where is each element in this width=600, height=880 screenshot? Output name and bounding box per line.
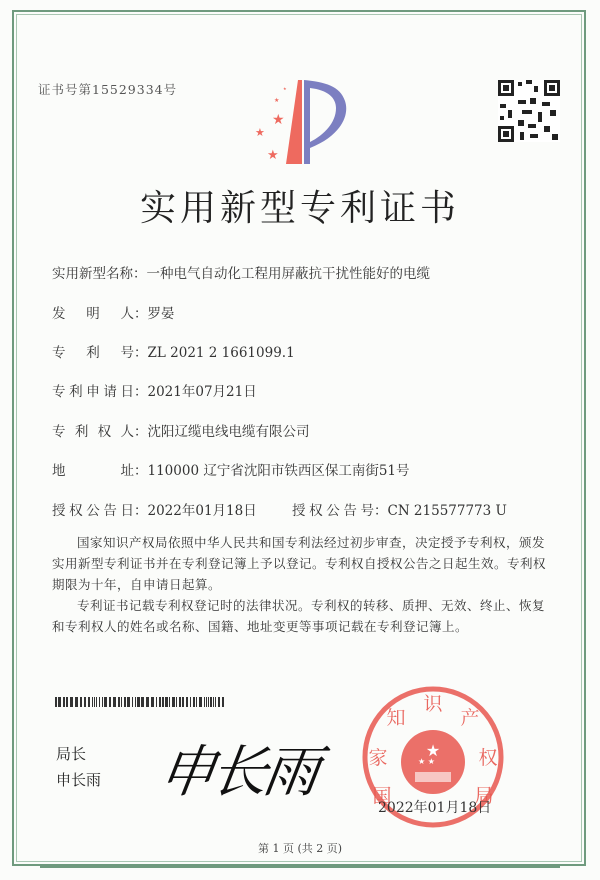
svg-text:局: 局 bbox=[474, 785, 494, 807]
cnipa-logo bbox=[250, 76, 350, 166]
svg-text:★ ★: ★ ★ bbox=[418, 757, 435, 766]
svg-text:★: ★ bbox=[255, 126, 265, 139]
field-label: 专利申请日 bbox=[52, 384, 134, 400]
svg-text:★: ★ bbox=[267, 148, 279, 163]
issue-date: 2022年01月18日 bbox=[378, 800, 492, 816]
signatory-name: 申长雨 bbox=[56, 771, 102, 789]
field-value: 110000 辽宁省沈阳市铁西区保工南街51号 bbox=[147, 463, 410, 479]
svg-text:国: 国 bbox=[372, 785, 392, 807]
qr-code bbox=[498, 80, 560, 142]
page-title: 实用新型专利证书 bbox=[139, 188, 460, 229]
field-patentee: 专利权人：沈阳辽缆电线电缆有限公司 bbox=[52, 420, 310, 440]
field-utility-model-name: 实用新型名称：一种电气自动化工程用屏蔽抗干扰性能好的电缆 bbox=[52, 266, 430, 282]
field-patent-number: 专利号：ZL 2021 2 1661099.1 bbox=[52, 341, 295, 361]
page-indicator: 第 1 页 (共 2 页) bbox=[257, 842, 343, 855]
field-value: 2021年07月21日 bbox=[147, 384, 257, 400]
field-value: 2022年01月18日 bbox=[147, 503, 257, 519]
field-label: 授权公告日 bbox=[52, 503, 134, 519]
certificate-number: 证书号第15529334号 bbox=[38, 82, 178, 97]
field-value: 一种电气自动化工程用屏蔽抗干扰性能好的电缆 bbox=[146, 266, 430, 282]
field-label: 专利号 bbox=[52, 345, 134, 361]
svg-text:★: ★ bbox=[274, 97, 280, 104]
field-inventor: 发明人：罗晏 bbox=[52, 302, 175, 322]
field-value: 罗晏 bbox=[147, 306, 175, 322]
signature: 申长雨 bbox=[154, 740, 320, 805]
svg-text:★: ★ bbox=[425, 741, 441, 760]
svg-text:★: ★ bbox=[272, 112, 285, 128]
svg-text:产: 产 bbox=[460, 707, 480, 729]
bottom-border-line bbox=[40, 865, 560, 868]
field-label: 授权公告号 bbox=[292, 503, 374, 519]
svg-text:家: 家 bbox=[368, 747, 388, 769]
field-grant-date: 授权公告日：2022年01月18日 bbox=[52, 499, 257, 519]
field-address: 地址：110000 辽宁省沈阳市铁西区保工南街51号 bbox=[52, 459, 410, 479]
certificate-text bbox=[52, 532, 552, 637]
field-application-date: 专利申请日：2021年07月21日 bbox=[52, 380, 257, 400]
field-value: 沈阳辽缆电线电缆有限公司 bbox=[147, 424, 310, 440]
field-announcement-number: 授权公告号：CN 215577773 U bbox=[292, 499, 507, 519]
paragraph: 国家知识产权局依照中华人民共和国专利法经过初步审查，决定授予专利权，颁发实用新型专利证书并在专利登记簿上予以登记。专利权自授权公告之日起生效。专利权期限为十年，自申请日起算。 bbox=[52, 535, 547, 592]
svg-text:权: 权 bbox=[478, 747, 498, 769]
svg-text:★: ★ bbox=[283, 86, 287, 91]
signatory-title: 局长 bbox=[56, 745, 87, 763]
field-label: 地址 bbox=[52, 463, 134, 479]
field-label: 发明人 bbox=[52, 306, 134, 322]
svg-text:识: 识 bbox=[423, 693, 443, 715]
field-label: 实用新型名称 bbox=[52, 266, 133, 282]
svg-text:知: 知 bbox=[386, 707, 406, 729]
paragraph: 专利证书记载专利权登记时的法律状况。专利权的转移、质押、无效、终止、恢复和专利权人的姓名或名称、国籍、地址变更等事项记载在专利登记簿上。 bbox=[52, 598, 546, 634]
barcode bbox=[55, 697, 227, 707]
field-value: ZL 2021 2 1661099.1 bbox=[147, 345, 295, 361]
field-label: 专利权人 bbox=[52, 424, 134, 440]
field-value: CN 215577773 U bbox=[387, 503, 507, 519]
